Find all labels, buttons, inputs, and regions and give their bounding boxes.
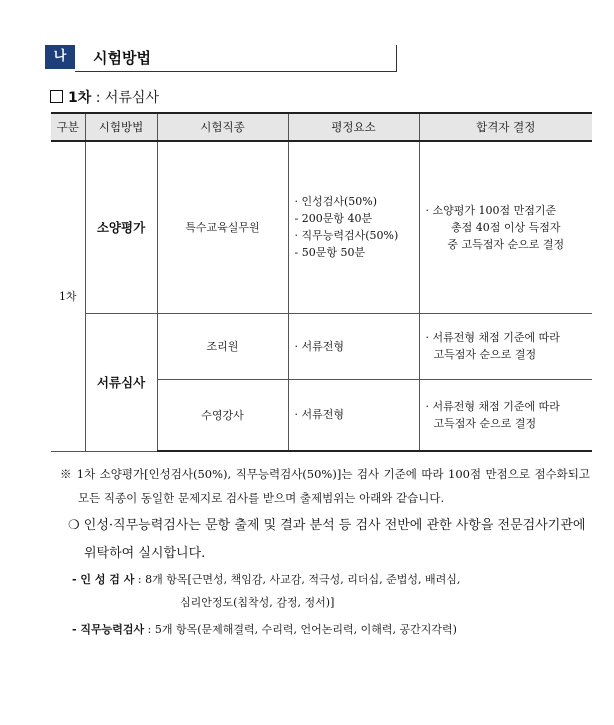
header-job: 시험직종 <box>157 113 288 141</box>
decision-cell <box>419 141 592 313</box>
decision-cell <box>419 379 592 451</box>
job-cell: 수영강사 <box>157 379 288 451</box>
elements-cell <box>288 141 419 313</box>
decision-line: 고득점자 순으로 결정 <box>433 348 537 361</box>
item-key: - 인 성 검 사 <box>72 573 135 586</box>
elements-cell: · 서류전형 <box>288 379 419 451</box>
item-value: : 5개 항목(문제해결력, 수리력, 언어논리력, 이해력, 공간지각력) <box>144 623 457 636</box>
element-line: · 인성검사(50%) <box>294 195 378 209</box>
header-category: 구분 <box>51 113 85 141</box>
item-key: - 직무능력검사 <box>72 623 145 636</box>
decision-line: 총점 40점 이상 득점자 <box>451 220 561 234</box>
method-cell: 서류심사 <box>85 313 157 451</box>
section-badge: 나 <box>45 45 75 69</box>
item-value: : 8개 항목[근면성, 책임감, 사교감, 적극성, 리더십, 준법성, 배려심, <box>134 573 461 586</box>
element-line: - 50문항 50분 <box>294 246 366 260</box>
subsection-stage: 1차 <box>68 90 92 106</box>
note-bullet: ❍ 인성·직무능력검사는 문항 출제 및 결과 분석 등 검사 전반에 관한 사항을 전문검사기관에 위탁하여 실시합니다. <box>68 518 586 561</box>
header-method: 시험방법 <box>85 113 157 141</box>
table-row <box>51 141 592 313</box>
table-row <box>51 313 592 379</box>
subsection-title <box>50 87 159 107</box>
notes-section <box>60 462 590 641</box>
section-header <box>45 45 397 71</box>
header-decision: 합격자 결정 <box>419 113 592 141</box>
elements-cell: · 서류전형 <box>288 313 419 379</box>
list-item-continued: 심리안정도(침착성, 감정, 정서)] <box>180 596 335 609</box>
section-underline <box>75 71 397 72</box>
method-cell: 소양평가 <box>85 141 157 313</box>
table-header-row <box>51 113 592 141</box>
element-line: · 직무능력검사(50%) <box>294 229 399 243</box>
element-line: - 200문항 40분 <box>294 212 373 226</box>
checkbox-square-icon <box>50 90 63 103</box>
section-end-line <box>396 45 397 71</box>
list-item <box>60 618 590 641</box>
decision-cell <box>419 313 592 379</box>
list-item <box>60 568 590 591</box>
decision-line: · 서류전형 채점 기준에 따라 <box>425 331 560 344</box>
decision-line: · 소양평가 100점 만점기준 <box>425 203 557 217</box>
decision-line: 고득점자 순으로 결정 <box>433 416 537 430</box>
job-cell: 조리원 <box>157 313 288 379</box>
exam-method-table <box>51 112 592 452</box>
note-reference: ※ 1차 소양평가[인성검사(50%), 직무능력검사(50%)]는 검사 기준에 따라 100점 만점으로 점수화되고 모든 직종이 동일한 문제지로 검사를 받으며 출제범위는 아래와 같습니다. <box>60 467 590 505</box>
decision-line: · 서류전형 채점 기준에 따라 <box>425 399 560 413</box>
section-title: 시험방법 <box>93 49 151 67</box>
stage-cell: 1차 <box>51 141 85 451</box>
job-cell: 특수교육실무원 <box>157 141 288 313</box>
decision-line: 중 고득점자 순으로 결정 <box>447 237 565 251</box>
subsection-label: : 서류심사 <box>91 90 159 106</box>
header-elements: 평정요소 <box>288 113 419 141</box>
